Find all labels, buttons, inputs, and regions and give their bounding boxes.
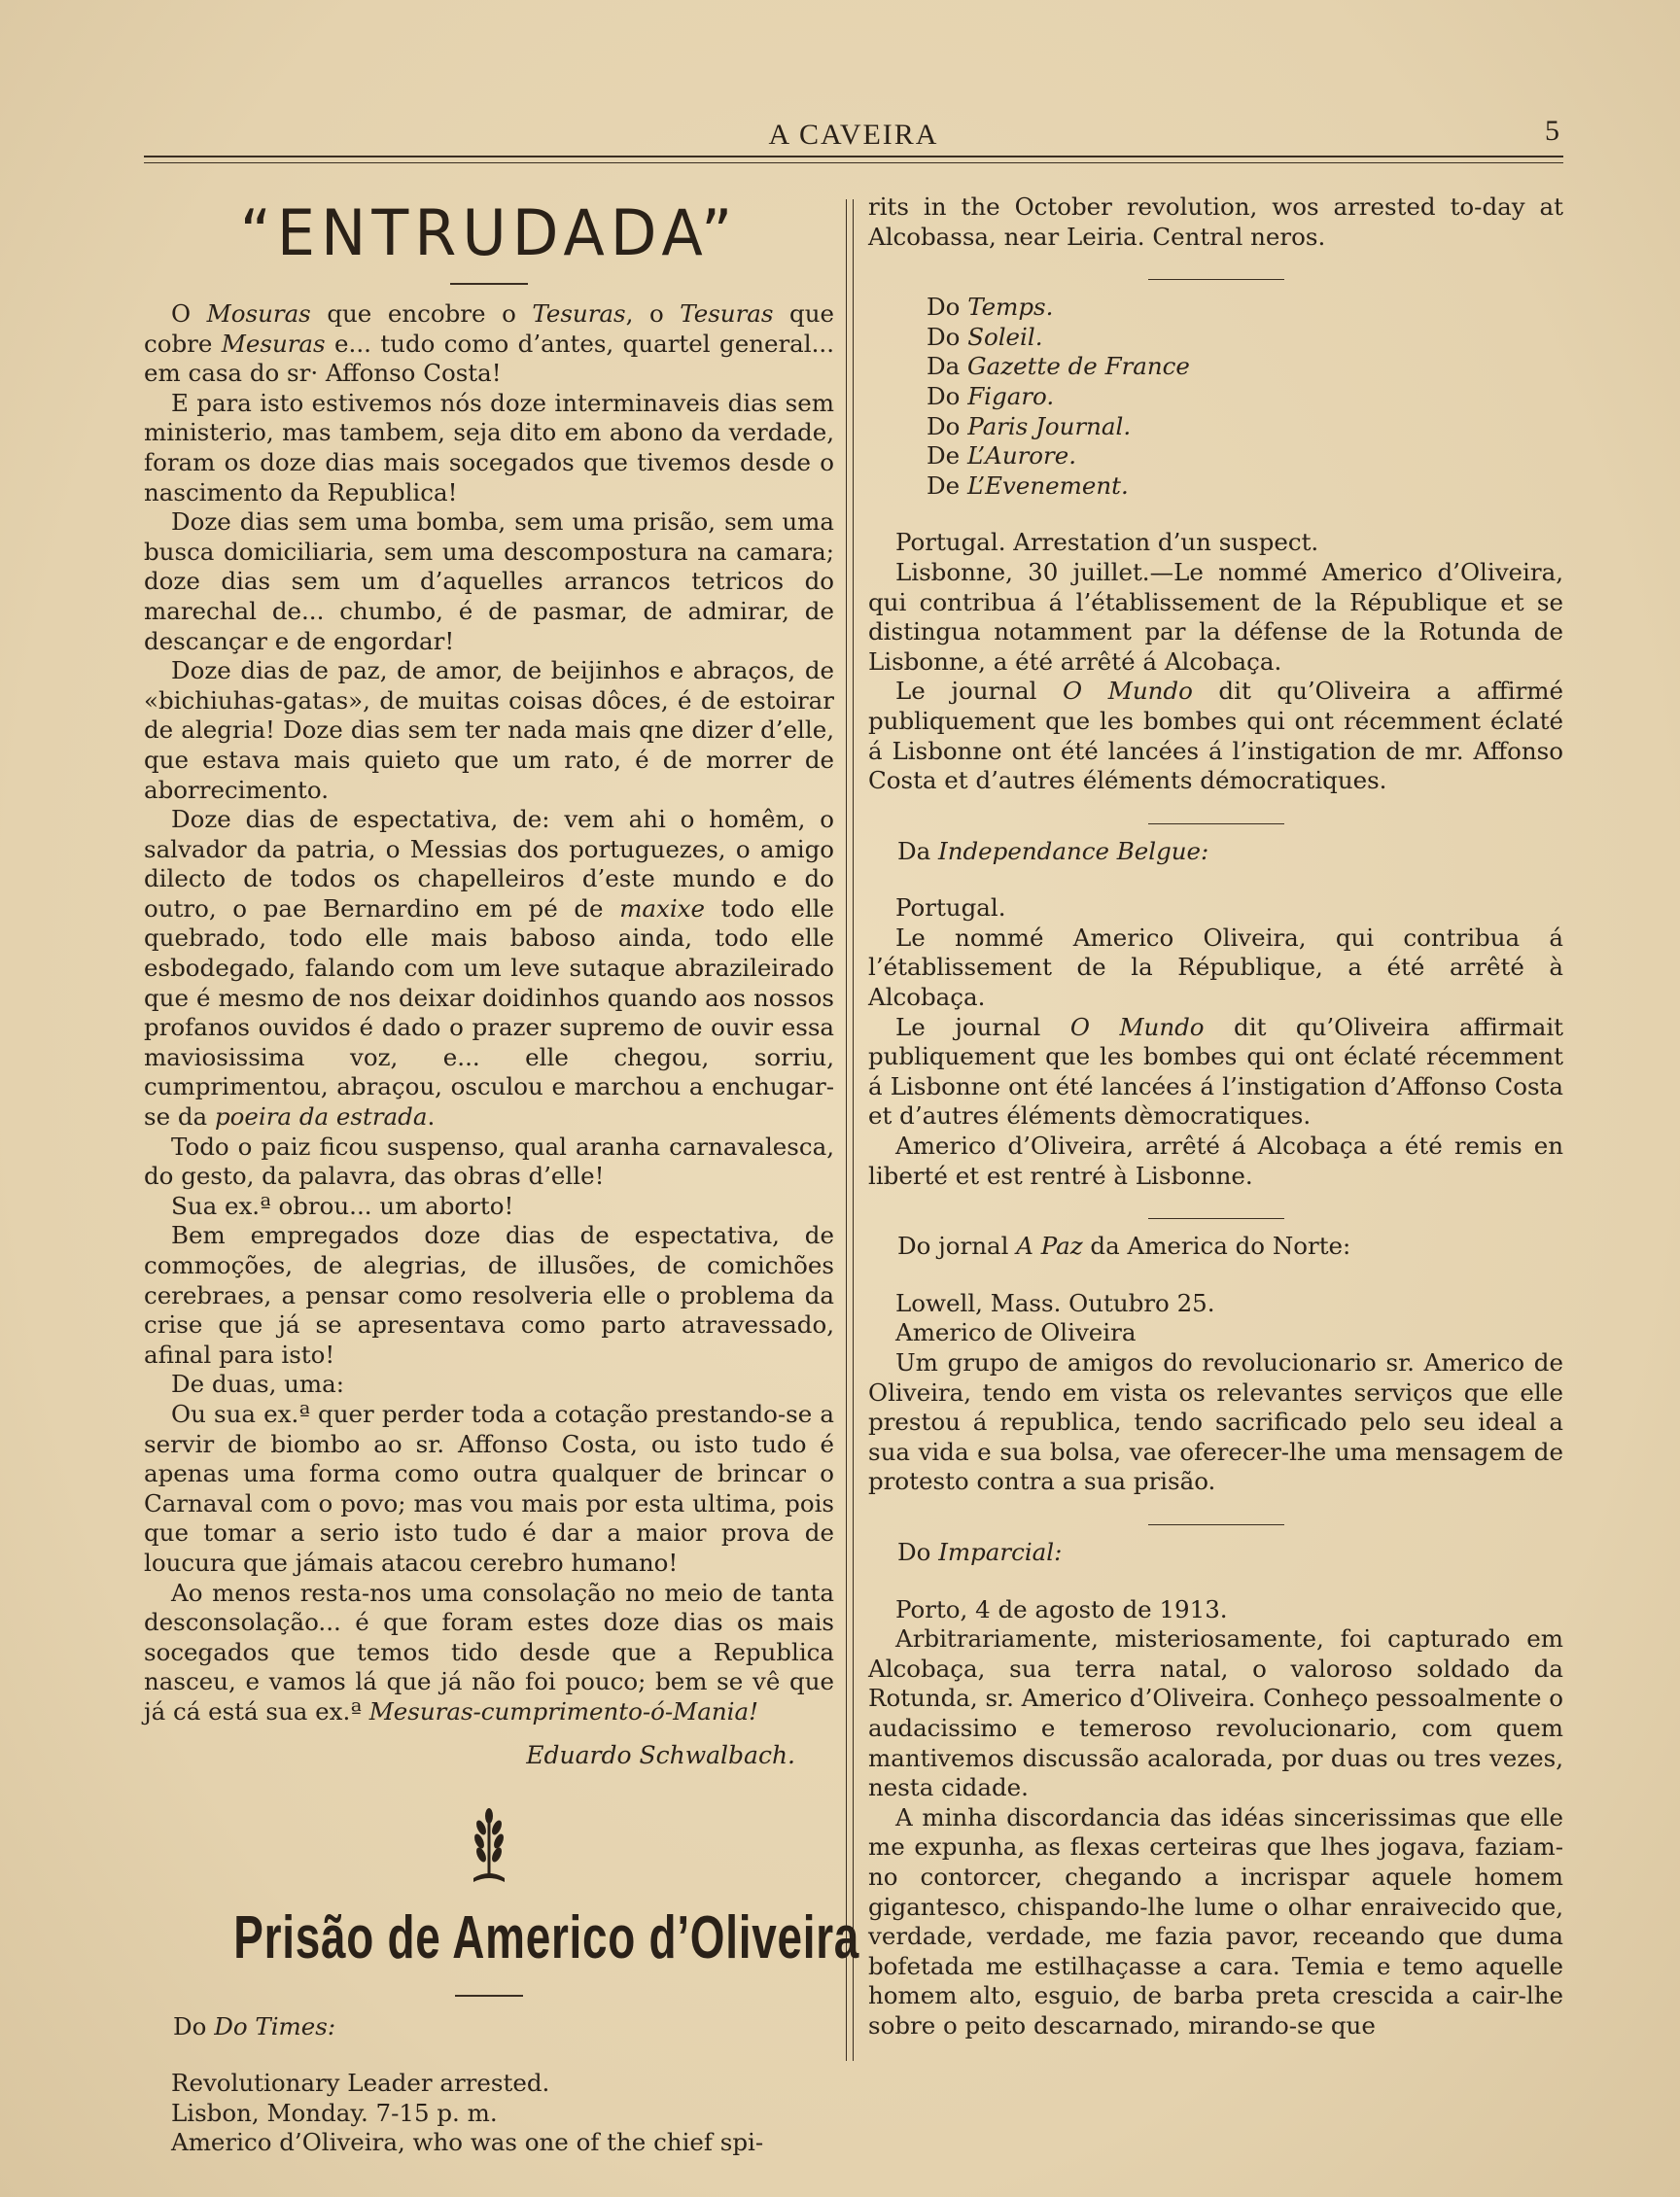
article-title: “ENTRUDADA” [239, 195, 739, 270]
source-times: Do Times: [214, 2011, 336, 2040]
article-body [144, 299, 834, 1727]
article-paragraph: Bem empregados doze dias de espectativa, de commoções, de alegrias, de illusões, de comichões cerebraes, a pensar como resolveria elle o problema da crise que já se apresentava como parto atravessado, afinal para isto! [144, 1221, 834, 1369]
paper-list-item: Do Figaro. [927, 381, 1055, 410]
french-item-title: Portugal. Arrestation d’un suspect. [895, 528, 1319, 557]
section-rule [868, 1511, 1563, 1524]
times-continuation: rits in the October revolution, wos arrested to-day at Alcobassa, near Leiria. Central neros. [868, 192, 1563, 251]
article-paragraph: Ao menos resta-nos uma consolação no meio de tanta desconsolação... é que foram estes doze dias os mais socegados que temos tido desde que a Republica nasceu, e vamos lá que já não foi pouco; bem se vê que já cá está sua ex.ª Mesuras-cumprimento-ó-Mania! [144, 1578, 834, 1726]
paper-list-item: De L’Aurore. [927, 441, 1077, 471]
belgian-item-body: Le journal O Mundo dit qu’Oliveira affirmait publiquement que les bombes qui ont éclaté récemment á Lisbonne ont été lancées á l’instigation d’Affonso Costa et d’autres éléments dèmocratiques. [868, 1012, 1564, 1131]
paper-list-item: De L’Evenement. [927, 471, 1129, 500]
title-ornament [144, 274, 834, 292]
header-rule [144, 156, 1563, 157]
ornament-rule [144, 1982, 834, 2001]
porto-body: A minha discordancia das idéas sincerissimas que elle me expunha, as flexas certeiras que lhes jogava, faziam-no contorcer, chegando a incrispar aquele homem gigantesco, chispando-lhe lume o olhar enraivecido que, verdade, verdade, me fazia pavor, receando que duma bofetada me estilhaçasse a cara. Temia e temo aquelle homem alto, esguio, de barba preta crescida a cair-lhe sobre o peito descarnado, mirando-se que [868, 1802, 1563, 2040]
column-divider [846, 199, 847, 2061]
section-rule [868, 1204, 1563, 1218]
source-label: Da Independance Belgue: [897, 836, 1209, 865]
paper-list-item: Da Gazette de France [927, 352, 1190, 381]
source-label: Do Imparcial: [897, 1537, 1063, 1566]
lowell-body: Um grupo de amigos do revolucionario sr. Americo de Oliveira, tendo em vista os relevantes serviços que elle prestou á republica, tendo sacrificado pelo seu ideal a sua vida e sua bolsa, vae oferecer-lhe uma mensagem de protesto contra a sua prisão. [868, 1348, 1563, 1496]
source-label: Do jornal A Paz da America do Norte: [897, 1232, 1351, 1261]
porto-dateline: Porto, 4 de agosto de 1913. [895, 1594, 1228, 1623]
lowell-dateline: Lowell, Mass. Outubro 25. [895, 1288, 1215, 1317]
paper-list-item: Do Paris Journal. [927, 411, 1132, 440]
belgian-item-title: Portugal. [895, 893, 1006, 923]
article-paragraph: Doze dias de espectativa, de: vem ahi o homêm, o salvador da patria, o Messias dos portuguezes, o amigo dilecto de todos os chapelleiros d’este mundo e do outro, o pae Bernardino em pé de maxixe todo elle quebrado, todo elle mais baboso ainda, todo elle esbodegado, falando com um leve sutaque abrazileirado que é mesmo de nos deixar doidinhos quando aos nossos profanos ouvidos é dado o prazer supremo de ouvir essa maviosissima voz, e... elle chegou, sorriu, cumprimentou, abraçou, osculou e marchou a enchugar-se da poeira da estrada. [144, 805, 835, 1132]
times-line: Americo d’Oliveira, who was one of the chief spi- [171, 2128, 764, 2157]
article-paragraph: Ou sua ex.ª quer perder toda a cotação prestando-se a servir de biombo ao sr. Affonso Costa, ou isto tudo é apenas uma forma como outra qualquer de brincar o Carnaval com o povo; mas vou mais por esta ultima, pois que tomar a serio isto tudo é dar a maior prova de loucura que jámais atacou cerebro humano! [144, 1399, 834, 1577]
wheat-ornament-icon [144, 1808, 834, 1890]
article-paragraph: De duas, uma: [171, 1370, 345, 1399]
article-paragraph: Doze dias sem uma bomba, sem uma prisão, sem uma busca domiciliaria, sem uma descompostura na camara; doze dias sem um d’aquelles arrancos tetricos do marechal de... chumbo, é de pasmar, de admirar, de descançar e de engordar! [144, 507, 834, 655]
article-signature: Eduardo Schwalbach. [526, 1740, 795, 1769]
article-paragraph: Sua ex.ª obrou... um aborto! [171, 1191, 514, 1220]
paper-list [868, 293, 1563, 501]
porto-body: Arbitrariamente, misteriosamente, foi capturado em Alcobaça, sua terra natal, o valoroso soldado da Rotunda, sr. Americo d’Oliveira. Conheço pessoalmente o audacissimo e temeroso revolucionario, com quem mantivemos discussão acalorada, por duas ou tres vezes, nesta cidade. [868, 1624, 1563, 1802]
article-paragraph: O Mosuras que encobre o Tesuras, o Tesuras que cobre Mesuras e... tudo como d’antes, quartel general... em casa do sr· Affonso Costa! [144, 299, 835, 388]
times-line: Revolutionary Leader arrested. [171, 2069, 550, 2098]
times-line: Lisbon, Monday. 7-15 p. m. [171, 2098, 498, 2127]
belgian-item-body: Le nommé Americo Oliveira, qui contribua á l’établissement de la République, a été arrêté à Alcobaça. [868, 923, 1563, 1012]
lowell-subject: Americo de Oliveira [895, 1318, 1137, 1347]
section-rule [868, 810, 1563, 823]
section-rule [868, 265, 1563, 279]
header-rule-thin [144, 162, 1563, 163]
article-paragraph: E para isto estivemos nós doze interminaveis dias sem ministerio, mas tambem, seja dito em abono da verdade, foram os doze dias mais socegados que tivemos desde o nascimento da Republica! [144, 388, 834, 506]
running-title: A CAVEIRA [768, 119, 939, 151]
article-paragraph: Todo o paiz ficou suspenso, qual aranha carnavalesca, do gesto, da palavra, das obras d’elle! [144, 1132, 834, 1191]
right-column [868, 192, 1563, 2040]
page-number: 5 [1545, 115, 1559, 147]
french-item-body: Le journal O Mundo dit qu’Oliveira a affirmé publiquement que les bombes qui ont récemment éclaté á Lisbonne ont été lancées á l’instigation de mr. Affonso Costa et d’autres éléments démocratiques. [868, 677, 1564, 795]
left-column [144, 190, 860, 2158]
paper-list-item: Do Soleil. [927, 322, 1043, 351]
column-divider-inner [853, 199, 854, 2061]
article-paragraph: Doze dias de paz, de amor, de beijinhos e abraços, de «bichiuhas-gatas», de muitas coisas dôces, é de estoirar de alegria! Doze dias sem ter nada mais qne dizer d’elle, que estava mais quieto que um rato, é de morrer de aborrecimento. [144, 656, 834, 804]
times-report [144, 2069, 834, 2158]
french-item-body: Lisbonne, 30 juillet.—Le nommé Americo d’Oliveira, qui contribua á l’établissement de la République et se distingua notamment par la défense de la Rotunda de Lisbonne, a été arrêté á Alcobaça. [868, 557, 1563, 676]
article-headline: Prisão de Americo d’Oliveira [233, 1903, 860, 1971]
belgian-item-body: Americo d’Oliveira, arrêté á Alcobaça a été remis en liberté et est rentré à Lisbonne. [868, 1132, 1563, 1190]
running-head [144, 115, 1563, 154]
paper-list-item: Do Temps. [927, 293, 1054, 322]
source-label: Do Do Times: [173, 2011, 336, 2040]
